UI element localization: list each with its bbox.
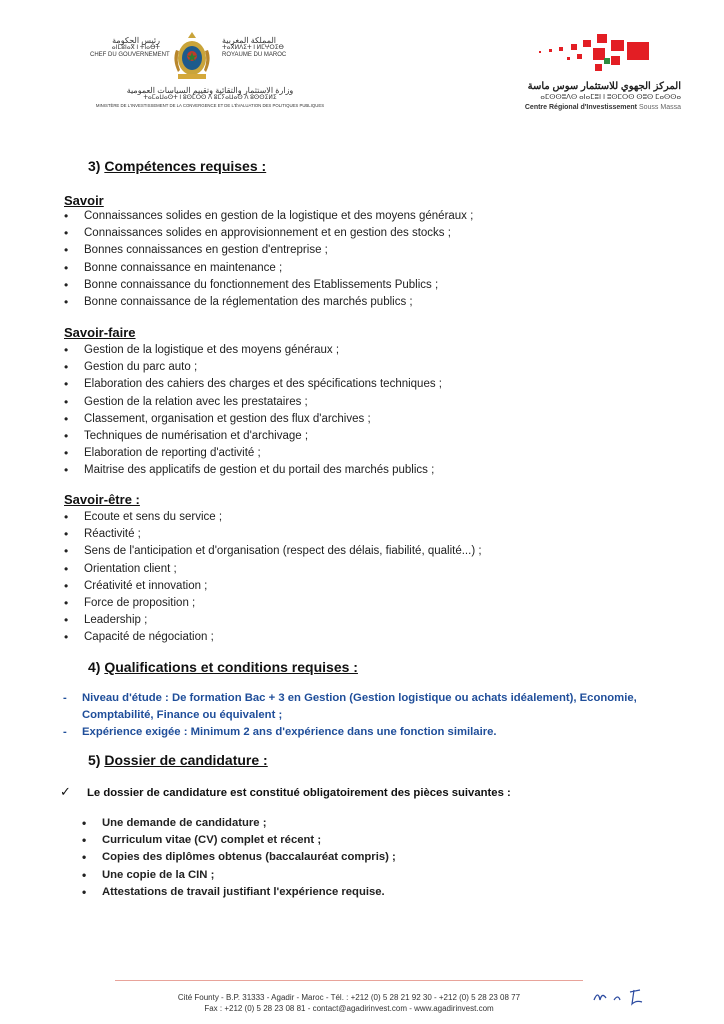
footer-rule	[115, 980, 583, 981]
list-item: • Classement, organisation et gestion des flux d'archives ;	[64, 411, 442, 428]
cri-tz: ⴰⵎⵙⵙⵓⴷⵙ ⴰⵏⴰⵎⵓⵏ ⵏ ⵓⵙⵎⵔⵙ ⵙⵓⵙ ⵎⴰⵙⵙⴰ	[540, 94, 681, 101]
savoir-faire-list	[64, 342, 442, 480]
savoir-etre-list	[64, 509, 482, 647]
section-3-title-text: Compétences requises :	[104, 158, 267, 174]
section-5-title	[88, 752, 268, 768]
kingdom-fr: ROYAUME DU MAROC	[222, 52, 287, 58]
list-item: - Expérience exigée : Minimum 2 ans d'expérience dans une fonction similaire.	[63, 724, 703, 741]
list-item: • Créativité et innovation ;	[64, 578, 482, 595]
footer-address: Cité Founty - B.P. 31333 - Agadir - Maroc - Tél. : +212 (0) 5 28 21 92 30 - +212 (0) 5 28 23 08 77	[177, 993, 521, 1002]
kingdom-block	[222, 36, 286, 59]
ministry-ar: وزارة الاستثمار والتقائية وتقييم السياسات العمومية	[126, 86, 294, 95]
savoir-etre-heading: Savoir-être :	[64, 492, 140, 507]
section-3-title	[88, 158, 266, 174]
header-cri	[475, 26, 685, 122]
moroccan-coat-of-arms-icon	[170, 30, 214, 82]
list-item: • Bonne connaissance du fonctionnement des Etablissements Publics ;	[64, 277, 473, 294]
dossier-intro: Le dossier de candidature est constitué obligatoirement des pièces suivantes :	[87, 787, 511, 799]
cri-fr: Centre Régional d'Investissement	[524, 104, 638, 111]
list-item: • Copies des diplômes obtenus (baccalauréat compris) ;	[82, 849, 396, 866]
cri-region: Souss Massa	[638, 104, 681, 111]
section-4-title-text: Qualifications et conditions requises :	[104, 659, 358, 675]
list-item: • Maitrise des applicatifs de gestion et du portail des marchés publics ;	[64, 462, 442, 479]
list-item: • Réactivité ;	[64, 526, 482, 543]
savoir-faire-heading: Savoir-faire	[64, 325, 136, 340]
list-item: • Gestion de la relation avec les prestataires ;	[64, 394, 442, 411]
ministry-block	[90, 86, 330, 109]
cri-fr-line	[475, 103, 681, 113]
section-3-number: 3)	[88, 158, 101, 174]
list-item: • Sens de l'anticipation et d'organisation (respect des délais, fiabilité, qualité...) ;	[64, 543, 482, 560]
list-item: • Connaissances solides en approvisionnement et en gestion des stocks ;	[64, 225, 473, 242]
check-mark-icon: ✓	[60, 784, 71, 799]
list-item: • Leadership ;	[64, 612, 482, 629]
cri-logo-icon	[527, 30, 655, 76]
dossier-list	[82, 815, 396, 901]
list-item: • Une copie de la CIN ;	[82, 867, 396, 884]
section-5-number: 5)	[88, 752, 101, 768]
list-item: • Force de proposition ;	[64, 595, 482, 612]
cri-text-block	[475, 80, 681, 113]
savoir-list	[64, 208, 473, 311]
section-4-number: 4)	[88, 659, 101, 675]
footer	[115, 992, 583, 1014]
list-item: • Gestion de la logistique et des moyens généraux ;	[64, 342, 442, 359]
list-item: • Orientation client ;	[64, 561, 482, 578]
savoir-heading: Savoir	[64, 193, 104, 208]
footer-contact: Fax : +212 (0) 5 28 23 08 81 - contact@agadirinvest.com - www.agadirinvest.com	[204, 1004, 494, 1013]
cri-ar: المركز الجهوي للاستثمار سوس ماسة	[527, 81, 681, 92]
list-item: • Gestion du parc auto ;	[64, 359, 442, 376]
list-item: • Elaboration de reporting d'activité ;	[64, 445, 442, 462]
header-government	[90, 30, 330, 120]
list-item: • Capacité de négociation ;	[64, 629, 482, 646]
section-5-title-text: Dossier de candidature :	[104, 752, 268, 768]
qualifications-list	[63, 690, 703, 741]
list-item: • Une demande de candidature ;	[82, 815, 396, 832]
list-item: • Ecoute et sens du service ;	[64, 509, 482, 526]
ministry-fr: MINISTÈRE DE L'INVESTISSEMENT DE LA CONVERGENCE ET DE L'ÉVALUATION DES POLITIQUES PUBLIQUES	[95, 103, 325, 108]
list-item: • Bonnes connaissances en gestion d'entreprise ;	[64, 242, 473, 259]
list-item: • Curriculum vitae (CV) complet et récent ;	[82, 832, 396, 849]
list-item: • Attestations de travail justifiant l'expérience requise.	[82, 884, 396, 901]
list-item: • Connaissances solides en gestion de la logistique et des moyens généraux ;	[64, 208, 473, 225]
chef-tz: ⴰⵏⵎⵓⵏⴰⴳ ⵏ ⵜⵏⴰⴱⵜ	[111, 45, 160, 51]
list-item: • Techniques de numérisation et d'archivage ;	[64, 428, 442, 445]
chef-gouvernement-block	[90, 36, 170, 59]
kingdom-ar: المملكة المغربية	[222, 36, 276, 45]
kingdom-tz: ⵜⴰⴳⵍⴷⵉⵜ ⵏ ⵍⵎⵖⵔⵉⴱ	[222, 45, 284, 51]
section-4-title	[88, 659, 358, 675]
handwritten-initials-icon	[590, 984, 670, 1008]
list-item: • Elaboration des cahiers des charges et des spécifications techniques ;	[64, 376, 442, 393]
list-item: • Bonne connaissance en maintenance ;	[64, 260, 473, 277]
chef-ar: رئيس الحكومة	[112, 36, 160, 45]
list-item: - Niveau d'étude : De formation Bac + 3 en Gestion (Gestion logistique ou achats idéalement), Economie, Comptabilité, Finance ou équivalent ;	[63, 690, 703, 724]
chef-fr: CHEF DU GOUVERNEMENT	[90, 52, 170, 58]
ministry-tz: ⵜⴰⵎⴰⵡⴰⵙⵜ ⵏ ⵓⵙⵎⵔⵙ ⴷ ⵓⵎⵢⴰⵡⴰⵙ ⴷ ⵓⵙⵙⵉⵍⵉ	[143, 95, 277, 101]
list-item: • Bonne connaissance de la réglementation des marchés publics ;	[64, 294, 473, 311]
